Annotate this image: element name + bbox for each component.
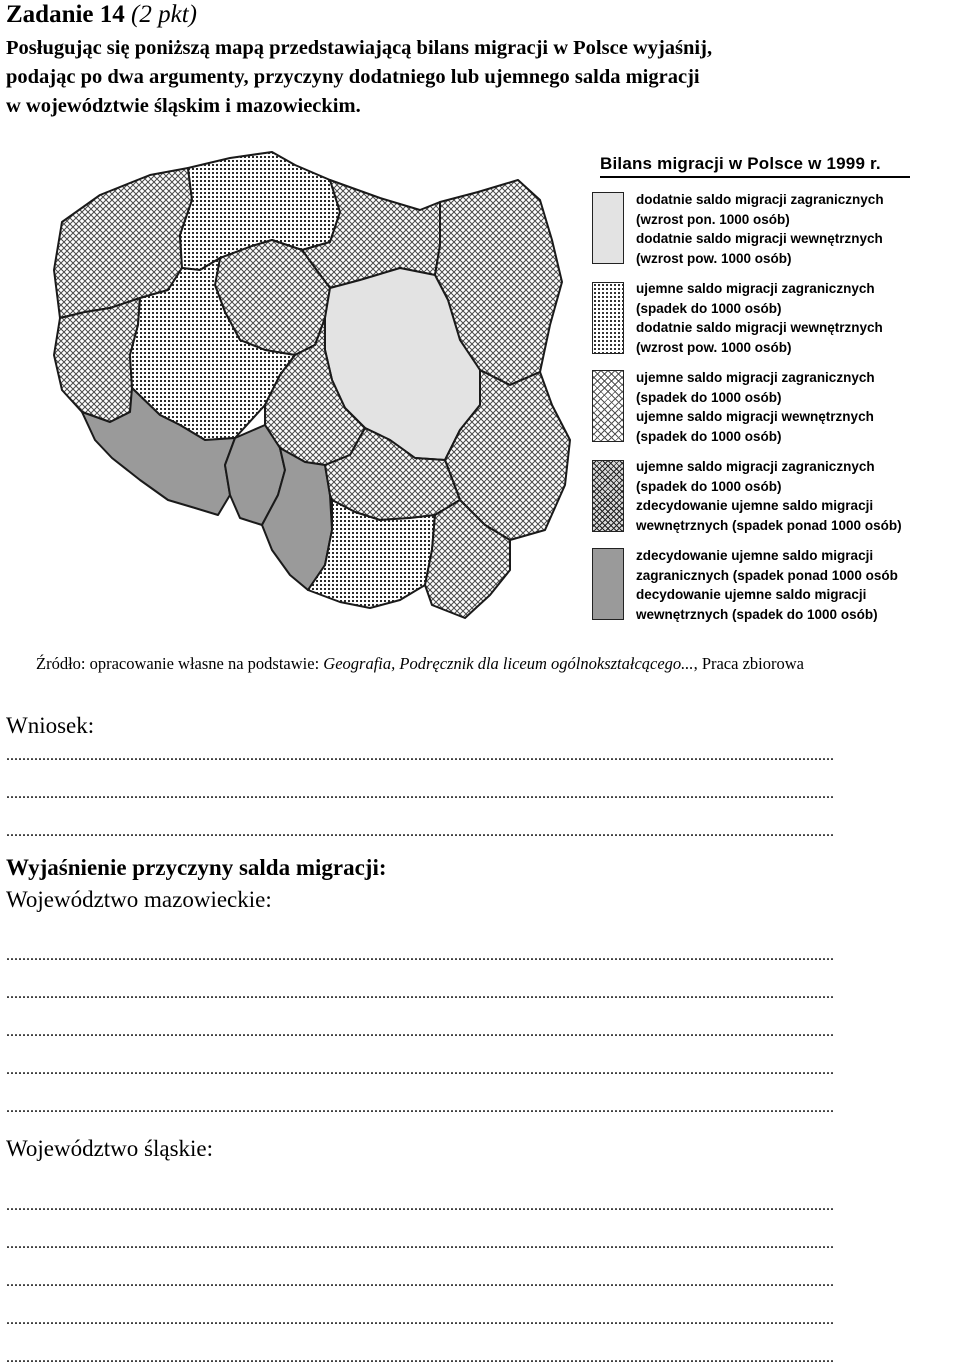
legend-item-4: [636, 457, 902, 535]
legend-title-underline: [600, 176, 910, 178]
answer-line[interactable]: ...............................................................................................................................................................................................................: [6, 1023, 834, 1040]
answer-line[interactable]: ...............................................................................................................................................................................................................: [6, 747, 834, 764]
legend-line: ujemne saldo migracji zagranicznych: [636, 370, 875, 385]
source-prefix: Źródło: opracowanie własne na podstawie:: [36, 654, 324, 673]
answer-line[interactable]: ...............................................................................................................................................................................................................: [6, 947, 834, 964]
legend-line: (wzrost pon. 1000 osób): [636, 211, 790, 227]
legend-line: zdecydowanie ujemne saldo migracji: [636, 498, 874, 513]
instruction-line: Posługując się poniższą mapą przedstawiającą bilans migracji w Polsce wyjaśnij,: [6, 37, 713, 59]
answer-line[interactable]: ...............................................................................................................................................................................................................: [6, 1235, 834, 1252]
answer-line[interactable]: ...............................................................................................................................................................................................................: [6, 1311, 834, 1328]
answer-line[interactable]: ...............................................................................................................................................................................................................: [6, 1197, 834, 1214]
answer-line[interactable]: ...............................................................................................................................................................................................................: [6, 823, 834, 840]
legend-title: Bilans migracji w Polsce w 1999 r.: [600, 154, 881, 173]
task-instruction: [6, 34, 956, 121]
legend-line: (spadek do 1000 osób): [636, 428, 782, 444]
region-mazowieckie-label: Województwo mazowieckie:: [6, 887, 272, 912]
legend-line: (wzrost pow. 1000 osób): [636, 250, 792, 266]
source-suffix: , Praca zbiorowa: [693, 654, 804, 673]
legend-line: ujemne saldo migracji zagranicznych: [636, 459, 875, 474]
legend-item-5: [636, 546, 898, 624]
legend-line: (spadek do 1000 osób): [636, 389, 782, 405]
legend-line: wewnętrznych (spadek ponad 1000 osób): [636, 517, 902, 533]
source-citation: [36, 654, 804, 674]
region-lubuskie: [54, 298, 140, 422]
poland-map-svg: [40, 140, 580, 630]
region-slaskie-label: Województwo śląskie:: [6, 1136, 214, 1161]
legend-swatch-diagonal-crosshatch: [592, 370, 624, 442]
answer-line[interactable]: ...............................................................................................................................................................................................................: [6, 1061, 834, 1078]
legend-line: zagranicznych (spadek ponad 1000 osób: [636, 567, 898, 583]
answer-line[interactable]: ...............................................................................................................................................................................................................: [6, 1099, 834, 1116]
task-title-text: Zadanie 14: [6, 1, 125, 28]
legend-line: (spadek do 1000 osób): [636, 478, 782, 494]
instruction-line: w województwie śląskim i mazowieckim.: [6, 95, 361, 117]
legend-line: wewnętrznych (spadek do 1000 osób): [636, 606, 878, 622]
legend-swatch-dense-grid: [592, 282, 624, 354]
answer-line[interactable]: ...............................................................................................................................................................................................................: [6, 1273, 834, 1290]
task-title: [6, 0, 197, 30]
answer-line[interactable]: ...............................................................................................................................................................................................................: [6, 1349, 834, 1366]
legend-swatch-heavy-crosshatch: [592, 460, 624, 532]
legend-item-1: [636, 190, 884, 268]
explanation-label: Wyjaśnienie przyczyny salda migracji:: [6, 855, 387, 880]
legend-line: dodatnie saldo migracji zagranicznych: [636, 192, 884, 207]
legend-swatch-light: [592, 192, 624, 264]
legend-line: ujemne saldo migracji wewnętrznych: [636, 409, 874, 424]
legend-line: decydowanie ujemne saldo migracji: [636, 587, 867, 602]
legend-line: dodatnie saldo migracji wewnętrznych: [636, 231, 883, 246]
legend-item-3: [636, 368, 875, 446]
answer-line[interactable]: ...............................................................................................................................................................................................................: [6, 985, 834, 1002]
legend-line: (wzrost pow. 1000 osób): [636, 339, 792, 355]
legend-swatch-dark: [592, 548, 624, 620]
legend-line: ujemne saldo migracji zagranicznych: [636, 281, 875, 296]
task-points: (2 pkt): [131, 1, 197, 28]
conclusion-label: Wniosek:: [6, 713, 95, 738]
legend-item-2: [636, 279, 883, 357]
instruction-line: podając po dwa argumenty, przyczyny dodatniego lub ujemnego salda migracji: [6, 66, 700, 88]
legend-line: dodatnie saldo migracji wewnętrznych: [636, 320, 883, 335]
answer-line[interactable]: ...............................................................................................................................................................................................................: [6, 785, 834, 802]
legend-line: zdecydowanie ujemne saldo migracji: [636, 548, 874, 563]
source-book-title: Geografia, Podręcznik dla liceum ogólnokształcącego...: [323, 654, 694, 673]
legend-line: (spadek do 1000 osób): [636, 300, 782, 316]
